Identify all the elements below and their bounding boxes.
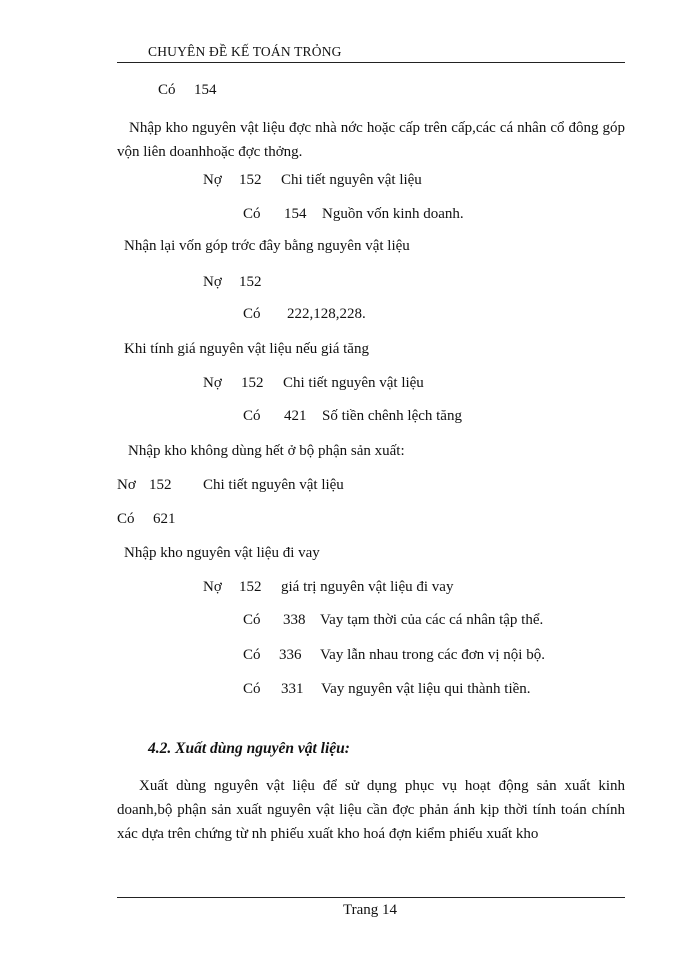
entry-description: Chi tiết nguyên vật liệu xyxy=(281,172,422,188)
entry-type: Có xyxy=(243,408,261,424)
entry-description: Nguồn vốn kinh doanh. xyxy=(322,206,464,222)
entry-description: Vay tạm thời của các cá nhân tập thể. xyxy=(320,612,544,628)
entry-type: Có xyxy=(243,612,261,628)
page-header-title: CHUYÊN ĐỀ KẾ TOÁN TRỎNG xyxy=(148,44,342,59)
entry-type: Nợ xyxy=(203,274,222,290)
entry-line xyxy=(243,681,531,698)
page-number: Trang 14 xyxy=(342,902,398,918)
text-line: Nhận lại vốn góp trớc đây bằng nguyên vật liệu xyxy=(124,238,410,254)
account-number: 154 xyxy=(194,82,217,98)
entry-description: Chi tiết nguyên vật liệu xyxy=(203,477,344,493)
entry-type: Có xyxy=(243,306,261,322)
entry-line xyxy=(243,206,464,223)
entry-line xyxy=(158,82,217,99)
entry-description: Chi tiết nguyên vật liệu xyxy=(283,375,424,391)
entry-line xyxy=(117,477,344,494)
entry-description: Số tiền chênh lệch tăng xyxy=(322,408,462,424)
account-number: 331 xyxy=(281,681,304,697)
entry-line xyxy=(203,274,262,291)
page-footer xyxy=(0,902,700,919)
section-heading: 4.2. Xuất dùng nguyên vật liệu: xyxy=(148,740,350,757)
entry-line xyxy=(203,375,424,392)
entry-type: Nợ xyxy=(203,172,222,188)
entry-line xyxy=(203,579,453,596)
entry-description: Vay lẫn nhau trong các đơn vị nội bộ. xyxy=(320,647,545,663)
entry-type: Nợ xyxy=(203,579,222,595)
entry-type: Có xyxy=(117,511,135,527)
account-number: 222,128,228. xyxy=(287,306,366,322)
entry-type: Có xyxy=(243,206,261,222)
entry-line xyxy=(117,511,176,528)
entry-type: Có xyxy=(243,681,261,697)
account-number: 421 xyxy=(284,408,307,424)
account-number: 336 xyxy=(279,647,302,663)
header-rule xyxy=(117,62,625,63)
account-number: 154 xyxy=(284,206,307,222)
text-line: Nhập kho nguyên vật liệu đi vay xyxy=(124,545,320,561)
entry-line xyxy=(243,647,545,664)
paragraph-body: Xuất dùng nguyên vật liệu để sử dụng phục vụ hoạt động sản xuất kinh doanh,bộ phận sản xuất nguyên vật liệu cần đợc phản ánh kịp thời tính toán chính xác dựa trên chứng từ nh phiếu xuất kho hoá đợn kiểm phiếu xuất kho xyxy=(117,778,625,842)
entry-line xyxy=(203,172,422,189)
entry-type: Nợ xyxy=(203,375,222,391)
entry-line xyxy=(243,612,543,629)
entry-description: giá trị nguyên vật liệu đi vay xyxy=(281,579,454,595)
account-number: 621 xyxy=(153,511,176,527)
account-number: 338 xyxy=(283,612,306,628)
entry-type: Nơ xyxy=(117,477,136,493)
entry-type: Có xyxy=(158,82,176,98)
entry-line xyxy=(243,408,462,425)
paragraph-intro: Nhập kho nguyên vật liệu đợc nhà nớc hoặc cấp trên cấp,các cá nhân cổ đông góp vộn liên doanhhoặc đợc thởng. xyxy=(117,120,625,160)
account-number: 152 xyxy=(239,172,262,188)
account-number: 152 xyxy=(241,375,264,391)
account-number: 152 xyxy=(239,274,262,290)
entry-description: Vay nguyên vật liệu qui thành tiền. xyxy=(321,681,531,697)
footer-rule xyxy=(117,897,625,898)
entry-line xyxy=(243,306,366,323)
text-line: Khi tính giá nguyên vật liệu nếu giá tăng xyxy=(124,341,369,357)
account-number: 152 xyxy=(149,477,172,493)
entry-type: Có xyxy=(243,647,261,663)
account-number: 152 xyxy=(239,579,262,595)
text-line: Nhập kho không dùng hết ở bộ phận sản xuất: xyxy=(128,443,405,459)
